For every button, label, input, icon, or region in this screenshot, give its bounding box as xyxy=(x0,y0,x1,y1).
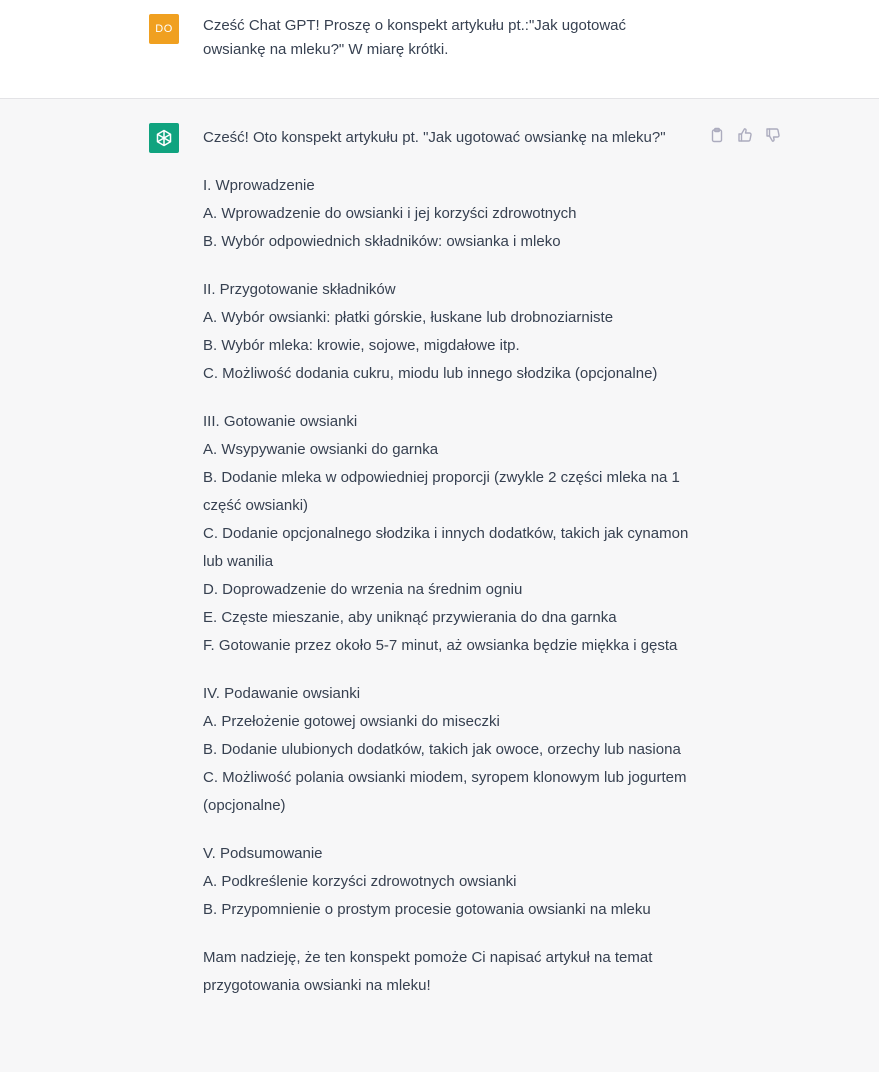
user-message-row xyxy=(0,0,879,99)
assistant-intro: Cześć! Oto konspekt artykułu pt. "Jak ugotować owsiankę na mleku?" xyxy=(203,129,666,146)
section-item: A. Wprowadzenie do owsianki i jej korzyści zdrowotnych xyxy=(203,205,577,222)
section-item: D. Doprowadzenie do wrzenia na średnim ogniu xyxy=(203,581,523,598)
section-item: A. Podkreślenie korzyści zdrowotnych owsianki xyxy=(203,873,517,890)
section-item: C. Możliwość dodania cukru, miodu lub innego słodzika (opcjonalne) xyxy=(203,365,658,382)
outline-section-2 xyxy=(203,276,703,388)
section-item: B. Przypomnienie o prostym procesie gotowania owsianki na mleku xyxy=(203,901,651,918)
section-item: E. Częste mieszanie, aby uniknąć przywierania do dna garnka xyxy=(203,609,617,626)
thumbs-down-icon xyxy=(765,127,781,143)
section-item: A. Przełożenie gotowej owsianki do miseczki xyxy=(203,713,500,730)
thumbs-up-icon xyxy=(737,127,753,143)
section-item: C. Dodanie opcjonalnego słodzika i innych dodatków, takich jak cynamon lub wanilia xyxy=(203,525,689,570)
section-heading: III. Gotowanie owsianki xyxy=(203,413,358,430)
assistant-message-content xyxy=(203,124,703,1000)
section-item: F. Gotowanie przez około 5-7 minut, aż owsianka będzie miękka i gęsta xyxy=(203,637,678,654)
user-avatar: DO xyxy=(149,14,179,44)
assistant-closing: Mam nadzieję, że ten konspekt pomoże Ci napisać artykuł na temat przygotowania owsianki na mleku! xyxy=(203,949,653,994)
section-item: B. Dodanie mleka w odpowiedniej proporcji (zwykle 2 części mleka na 1 część owsianki) xyxy=(203,469,680,514)
outline-section-5 xyxy=(203,840,703,924)
copy-button[interactable] xyxy=(707,125,727,145)
clipboard-icon xyxy=(709,127,725,143)
outline-section-1 xyxy=(203,172,703,256)
like-button[interactable] xyxy=(735,125,755,145)
assistant-message-row xyxy=(0,99,879,1072)
section-heading: I. Wprowadzenie xyxy=(203,177,315,194)
openai-logo-icon xyxy=(153,127,175,149)
section-item: A. Wybór owsianki: płatki górskie, łuskane lub drobnoziarniste xyxy=(203,309,614,326)
user-message-text: Cześć Chat GPT! Proszę o konspekt artykułu pt.:"Jak ugotować owsiankę na mleku?" W miarę krótki. xyxy=(203,17,627,58)
section-item: B. Wybór mleka: krowie, sojowe, migdałowe itp. xyxy=(203,337,520,354)
section-item: A. Wsypywanie owsianki do garnka xyxy=(203,441,439,458)
section-item: B. Wybór odpowiednich składników: owsianka i mleko xyxy=(203,233,561,250)
assistant-avatar xyxy=(149,123,179,153)
section-item: B. Dodanie ulubionych dodatków, takich jak owoce, orzechy lub nasiona xyxy=(203,741,681,758)
section-heading: V. Podsumowanie xyxy=(203,845,323,862)
outline-section-4 xyxy=(203,680,703,820)
outline-section-3 xyxy=(203,408,703,660)
section-item: C. Możliwość polania owsianki miodem, syropem klonowym lub jogurtem (opcjonalne) xyxy=(203,769,687,814)
section-heading: II. Przygotowanie składników xyxy=(203,281,396,298)
section-heading: IV. Podawanie owsianki xyxy=(203,685,361,702)
dislike-button[interactable] xyxy=(763,125,783,145)
message-actions xyxy=(707,125,783,145)
